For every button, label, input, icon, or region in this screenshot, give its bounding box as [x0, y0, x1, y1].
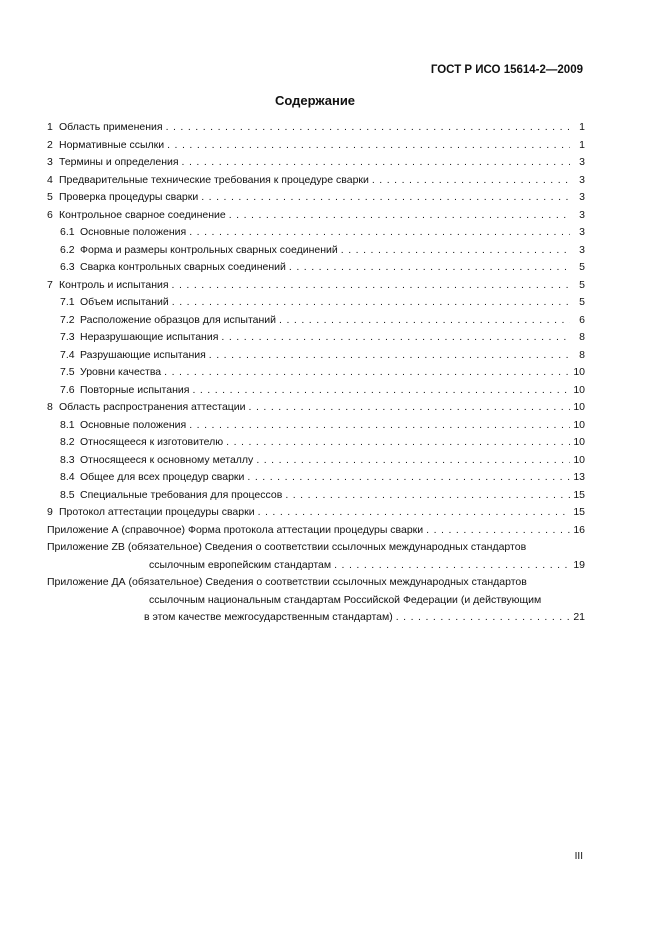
toc-entry-page: 15: [573, 506, 585, 518]
toc-annex-a[interactable]: [47, 522, 585, 540]
toc-entry-page: 3: [579, 191, 585, 203]
dot-leader: [372, 172, 570, 190]
toc-entry-number: 7.3: [60, 331, 75, 343]
toc-entry-number: 6.2: [60, 243, 75, 256]
toc-entry-number: 8: [47, 401, 53, 413]
toc-entry-number: 8.3: [60, 453, 75, 466]
document-header: ГОСТ Р ИСО 15614-2—2009: [430, 64, 583, 76]
toc-entry-label: Общее для всех процедур сварки: [80, 471, 245, 483]
toc-entry-number: 6: [47, 208, 53, 221]
dot-leader: [279, 312, 570, 330]
toc-entry-number: 8.2: [60, 436, 75, 448]
toc-subentry[interactable]: [47, 224, 585, 242]
toc-annex-label: Приложение А (справочное) Форма протокола аттестации процедуры сварки: [47, 523, 424, 536]
toc-subentry[interactable]: [47, 294, 585, 312]
dot-leader: [249, 399, 570, 417]
toc-entry-label: Основные положения: [80, 418, 187, 431]
dot-leader: [221, 329, 570, 347]
toc-entry-label: Относящееся к изготовителю: [80, 436, 224, 448]
toc-entry-label: Разрушающие испытания: [80, 348, 206, 361]
dot-leader: [247, 469, 570, 487]
toc-entry-page: 3: [579, 226, 585, 238]
dot-leader: [167, 137, 570, 155]
dot-leader: [258, 504, 570, 522]
toc-title: Содержание: [274, 93, 356, 108]
toc-entry-label: Протокол аттестации процедуры сварки: [59, 506, 255, 518]
toc-entry-page: 10: [573, 401, 585, 413]
toc-entry-number: 7.1: [60, 296, 75, 308]
dot-leader: [189, 224, 570, 242]
toc-subentry[interactable]: [47, 329, 585, 347]
toc-annex-zb[interactable]: [47, 539, 585, 557]
dot-leader: [285, 487, 570, 505]
toc-entry-number: 3: [47, 156, 53, 168]
toc-entry-page: 10: [573, 436, 585, 448]
toc-entry-number: 2: [47, 138, 53, 151]
dot-leader: [334, 557, 570, 575]
toc-entry-label: Область распространения аттестации: [59, 401, 246, 413]
toc-entry[interactable]: [47, 207, 585, 225]
toc-entry-label: Специальные требования для процессов: [80, 488, 283, 501]
toc-entry-number: 6.3: [60, 261, 75, 273]
toc-subentry[interactable]: [47, 417, 585, 435]
toc-annex-label: Приложение ZB (обязательное) Сведения о соответствии ссылочных международных стандартов: [47, 541, 527, 553]
toc-subentry[interactable]: [47, 347, 585, 365]
dot-leader: [166, 119, 570, 137]
dot-leader: [426, 522, 570, 540]
toc-entry-label: Относящееся к основному металлу: [80, 453, 254, 466]
toc-annex-da-continuation[interactable]: [47, 592, 585, 610]
toc-entry-number: 1: [47, 121, 53, 133]
toc-entry-number: 5: [47, 191, 53, 203]
toc-entry-page: 10: [573, 453, 585, 466]
toc-entry-number: 7.6: [60, 383, 75, 396]
toc-entry[interactable]: [47, 399, 585, 417]
toc-annex-da[interactable]: [47, 574, 585, 592]
toc-entry-number: 7: [47, 278, 53, 291]
toc-entry-label: Нормативные ссылки: [59, 138, 165, 151]
dot-leader: [164, 364, 570, 382]
dot-leader: [172, 277, 570, 295]
toc-entry-page: 15: [573, 488, 585, 501]
toc-entry-label: Сварка контрольных сварных соединений: [80, 261, 286, 273]
toc-subentry[interactable]: [47, 242, 585, 260]
toc-entry[interactable]: [47, 277, 585, 295]
toc-subentry[interactable]: [47, 434, 585, 452]
toc-entry-label: Предварительные технические требования к процедуре сварки: [59, 173, 369, 186]
toc-entry-number: 7.4: [60, 348, 75, 361]
dot-leader: [189, 417, 570, 435]
toc-entry-number: 8.4: [60, 471, 75, 483]
toc-subentry[interactable]: [47, 364, 585, 382]
toc-entry-page: 3: [579, 243, 585, 256]
toc-entry-label: Объем испытаний: [80, 296, 169, 308]
toc-entry-page: 3: [579, 156, 585, 168]
toc-entry-label: Термины и определения: [59, 156, 179, 168]
toc-annex-zb-continuation[interactable]: [47, 557, 585, 575]
toc-entry-page: 3: [579, 173, 585, 186]
toc-subentry[interactable]: [47, 452, 585, 470]
toc-annex-label: Приложение ДА (обязательное) Сведения о соответствии ссылочных международных стандартов: [47, 576, 527, 588]
toc-entry-label: Контроль и испытания: [59, 278, 169, 291]
toc-entry-page: 1: [579, 138, 585, 151]
toc-entry-number: 8.1: [60, 418, 75, 431]
toc-entry-page: 10: [573, 418, 585, 431]
dot-leader: [201, 189, 570, 207]
page-number: III: [574, 851, 583, 862]
toc-entry-number: 7.5: [60, 366, 75, 378]
toc-entry-page: 8: [579, 348, 585, 361]
toc-entry-page: 13: [573, 471, 585, 483]
toc-subentry[interactable]: [47, 469, 585, 487]
toc-annex-label: ссылочным европейским стандартам: [149, 558, 332, 571]
dot-leader: [182, 154, 570, 172]
toc-entry[interactable]: [47, 504, 585, 522]
dot-leader: [209, 347, 570, 365]
toc-entry[interactable]: [47, 189, 585, 207]
toc-entry-label: Основные положения: [80, 226, 187, 238]
toc-entry[interactable]: [47, 154, 585, 172]
toc-entry-page: 3: [579, 208, 585, 221]
toc-subentry[interactable]: [47, 487, 585, 505]
toc-entry-page: 5: [579, 278, 585, 291]
dot-leader: [229, 207, 570, 225]
toc-annex-page: 16: [573, 523, 585, 536]
dot-leader: [192, 382, 570, 400]
dot-leader: [341, 242, 570, 260]
toc-entry-page: 10: [573, 366, 585, 378]
toc-entry-label: Проверка процедуры сварки: [59, 191, 199, 203]
toc-annex-page: 19: [573, 558, 585, 571]
toc-entry[interactable]: [47, 119, 585, 137]
toc-entry-page: 5: [579, 261, 585, 273]
table-of-contents: [47, 119, 585, 627]
toc-annex-label: в этом качестве межгосударственным стандартам): [144, 611, 393, 623]
toc-entry[interactable]: [47, 172, 585, 190]
toc-annex-label: ссылочным национальным стандартам Российской Федерации (и действующим: [149, 593, 542, 606]
toc-entry-label: Расположение образцов для испытаний: [80, 313, 277, 326]
toc-subentry[interactable]: [47, 312, 585, 330]
toc-entry[interactable]: [47, 137, 585, 155]
toc-entry-number: 9: [47, 506, 53, 518]
toc-entry-number: 7.2: [60, 313, 75, 326]
toc-entry-page: 8: [579, 331, 585, 343]
toc-annex-page: 21: [573, 611, 585, 623]
dot-leader: [396, 609, 570, 627]
toc-entry-label: Неразрушающие испытания: [80, 331, 219, 343]
toc-entry-page: 5: [579, 296, 585, 308]
toc-entry-number: 6.1: [60, 226, 75, 238]
dot-leader: [172, 294, 570, 312]
toc-entry-label: Уровни качества: [80, 366, 162, 378]
toc-entry-label: Область применения: [59, 121, 163, 133]
toc-entry-number: 4: [47, 173, 53, 186]
toc-entry-label: Форма и размеры контрольных сварных соединений: [80, 243, 338, 256]
toc-subentry[interactable]: [47, 382, 585, 400]
toc-annex-da-continuation[interactable]: [47, 609, 585, 627]
toc-entry-label: Повторные испытания: [80, 383, 190, 396]
toc-entry-page: 1: [579, 121, 585, 133]
toc-entry-label: Контрольное сварное соединение: [59, 208, 226, 221]
dot-leader: [289, 259, 570, 277]
toc-entry-number: 8.5: [60, 488, 75, 501]
toc-entry-page: 6: [579, 313, 585, 326]
toc-entry-page: 10: [573, 383, 585, 396]
toc-subentry[interactable]: [47, 259, 585, 277]
dot-leader: [256, 452, 570, 470]
dot-leader: [226, 434, 570, 452]
